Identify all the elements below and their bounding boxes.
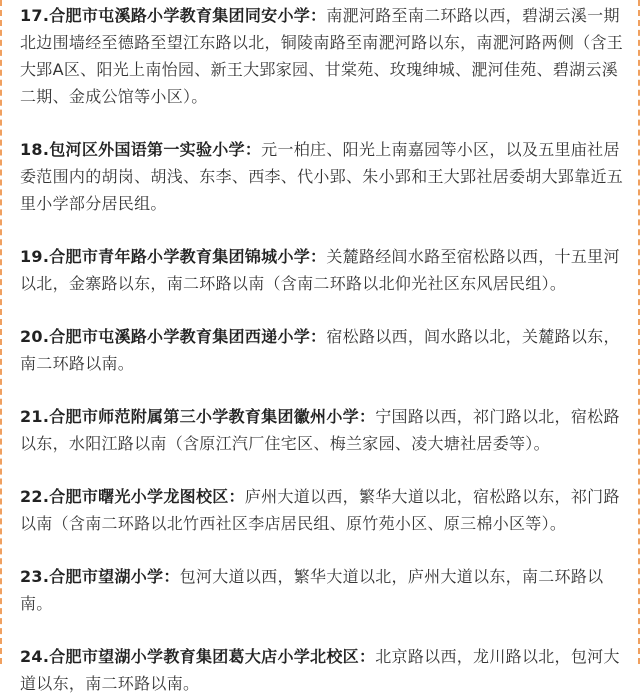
school-entry-20 [20, 323, 628, 377]
school-entry-23 [20, 563, 628, 617]
school-entry-17 [20, 2, 628, 110]
school-entry-24 [20, 643, 628, 697]
school-entry-22 [20, 483, 628, 537]
school-entry-18 [20, 136, 628, 217]
school-title: 21.合肥市师范附属第三小学教育集团徽州小学： [20, 407, 376, 426]
school-district: 庐州大道以西，繁华大道以北，宿松路以东，祁门路以南（含南二环路以北竹西社区李店居民组、原竹苑小区、原三棉小区等）。 [20, 487, 620, 533]
school-district: 宁国路以西，祁门路以北，宿松路以东，水阳江路以南（含原江汽厂住宅区、梅兰家园、凌大塘社居委等）。 [20, 407, 620, 453]
school-title: 23.合肥市望湖小学： [20, 567, 180, 586]
school-district: 包河大道以西，繁华大道以北，庐州大道以东，南二环路以南。 [20, 567, 604, 613]
school-title: 20.合肥市屯溪路小学教育集团西递小学： [20, 327, 327, 346]
school-district: 宿松路以西，闾水路以北，关麓路以东，南二环路以南。 [20, 327, 620, 373]
school-district: 关麓路经闾水路至宿松路以西，十五里河以北，金寨路以东，南二环路以南（含南二环路以北仰光社区东风居民组）。 [20, 247, 620, 293]
school-title: 24.合肥市望湖小学教育集团葛大店小学北校区： [20, 647, 376, 666]
school-title: 18.包河区外国语第一实验小学： [20, 140, 262, 159]
school-district: 元一柏庄、阳光上南嘉园等小区，以及五里庙社居委范围内的胡岗、胡浅、东李、西李、代小郢、朱小郢和王大郢社居委胡大郢靠近五里小学部分居民组。 [20, 140, 624, 213]
school-entry-21 [20, 403, 628, 457]
school-district: 北京路以西，龙川路以北，包河大道以东，南二环路以南。 [20, 647, 620, 693]
school-title: 19.合肥市青年路小学教育集团锦城小学： [20, 247, 327, 266]
school-entry-19 [20, 243, 628, 297]
school-district: 南淝河路至南二环路以西，碧湖云溪一期北边围墙经至德路至望江东路以北，铜陵南路至南淝河路以东，南淝河路两侧（含王大郢A区、阳光上南怡园、新王大郢家园、甘棠苑、玫瑰绅城、淝河佳苑、碧湖云溪二期、金成公馆等小区）。 [20, 6, 624, 106]
school-title: 22.合肥市曙光小学龙图校区： [20, 487, 245, 506]
article-body [20, 2, 628, 697]
school-title: 17.合肥市屯溪路小学教育集团同安小学： [20, 6, 327, 25]
